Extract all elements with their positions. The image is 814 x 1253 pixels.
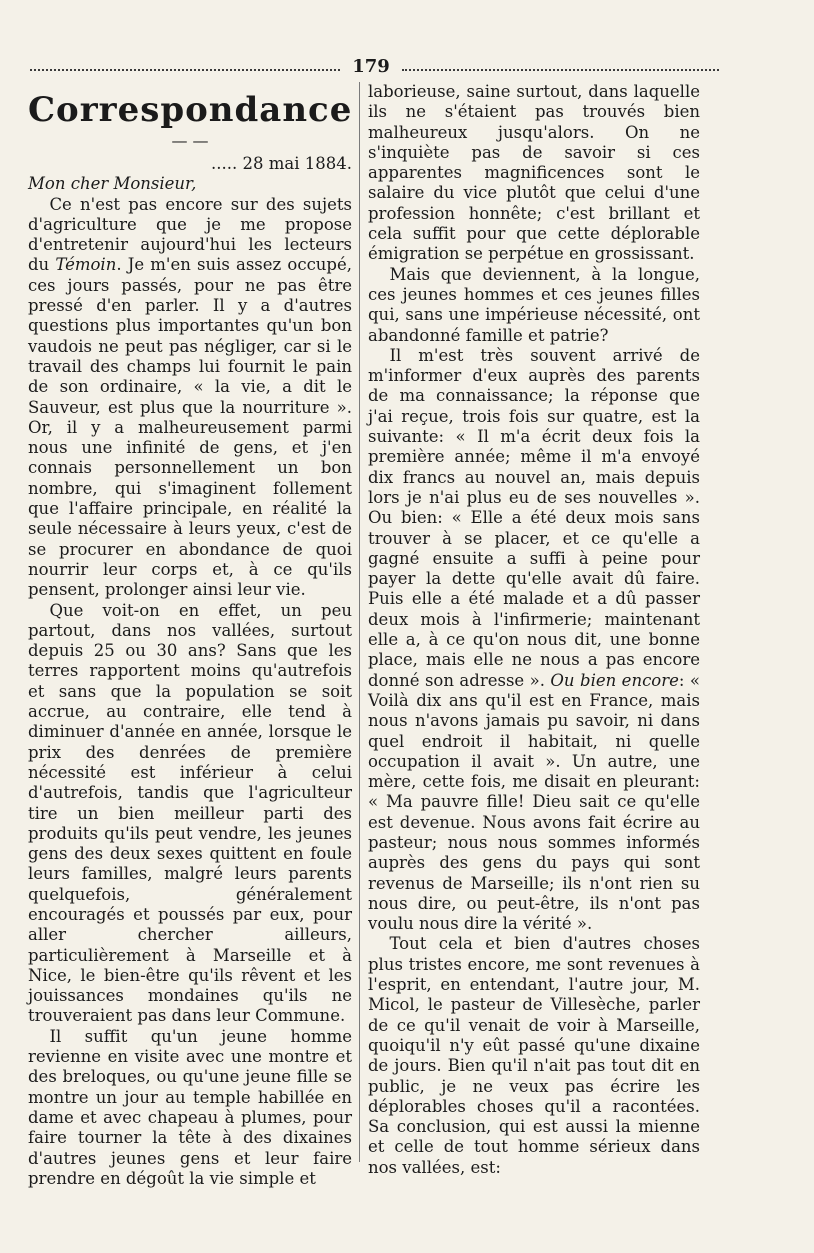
paragraph-5: Mais que deviennent, à la longue, ces jeunes hommes et ces jeunes filles qui, sans une impérieuse nécessité, ont abandonné famille et patrie? [368,264,700,345]
paragraph-7: Tout cela et bien d'autres choses plus tristes encore, me sont revenues à l'esprit, en entendant, l'autre jour, M. Micol, le pasteur de Villesèche, parler de ce qu'il venait de voir à Marseille, quoiqu'il n'y eût passé qu'une dixaine de jours. Bien qu'il n'ait pas tout dit en public, je ne veux pas écrire les déplorables choses qu'il a racontées. Sa conclusion, qui est aussi la mienne et celle de tout homme sérieux dans nos vallées, est: [368,934,700,1177]
header-rule-left [30,69,340,71]
paragraph-6-text-a: Il m'est très souvent arrivé de m'informer d'eux auprès des parents de ma connaissance; la réponse que j'ai reçue, trois fois sur quatre, est la suivante: « Il m'a écrit deux fois la première année; même il m'a envoyé dix francs au nouvel an, mais depuis lors je n'ai plus eu de ses nouvelles ». Ou bien: « Elle a été deux mois sans trouver à se placer, et ce qu'elle a gagné ensuite a suffi à peine pour payer la dette qu'elle avait dû faire. Puis elle a été malade et a dû passer deux mois à l'infirmerie; maintenant elle a, à ce qu'on nous dit, une bonne place, mais elle ne nous a pas encore donné son adresse ». [368,345,700,690]
dateline: ..... 28 mai 1884. [211,154,352,173]
newspaper-name: Témoin [55,255,117,275]
title-rule: — — [171,131,209,150]
paragraph-4: laborieuse, saine surtout, dans laquelle ils ne s'étaient pas trouvés bien malheureux jusqu'alors. On ne s'inquiète pas de savoir si ces apparentes magnificences sont le salaire du vice plutôt que celui d'une profession honnête; c'est brillant et cela suffit pour que cette déplorable émigration se perpétue en grossissant. [368,82,700,264]
paragraph-3: Il suffit qu'un jeune homme revienne en visite avec une montre et des breloques, ou qu'une jeune fille se montre un jour au temple habillée en dame et avec chapeau à plumes, pour faire tourner la tête à des dixaines d'autres jeunes gens et leur faire prendre en dégoût la vie simple et [28,1026,352,1188]
column-divider [359,82,360,1162]
page-number: 179 [352,56,390,77]
paragraph-1-text-b: . Je m'en suis assez occupé, ces jours passés, pour ne pas être pressé d'en parler. Il y a d'autres questions plus importantes qu'un bon vaudois ne peut pas négliger, car si le travail des champs lui fournit le pain de son ordinaire, « la vie, a dit le Sauveur, est plus que la nourriture ». Or, il y a malheureusement parmi nous une infinité de gens, et j'en connais personnellement un bon nombre, qui s'imaginent follement que l'affaire principale, en réalité la seule nécessaire à leurs yeux, c'est de se procurer en abondance de quoi nourrir leur corps et, à ce qu'ils pensent, prolonger ainsi leur vie. [28,255,353,600]
paragraph-2: Que voit-on en effet, un peu partout, dans nos vallées, surtout depuis 25 ou 30 ans? Sans que les terres rapportent moins qu'autrefois et sans que la population se soit accrue, au contraire, elle tend à diminuer d'année en année, lorsque le prix des denrées de première nécessité est inférieur à celui d'autrefois, tandis que l'agriculteur tire un bien meilleur parti des produits qu'ils peut vendre, les jeunes gens des deux sexes quittent en foule leurs familles, malgré leurs parents quelquefois, généralement encouragés et poussés par eux, pour aller chercher ailleurs, particulièrement à Marseille et à Nice, le bien-être qu'ils rêvent et les jouissances mondaines qu'ils ne trouveraient pas dans leur Commune. [28,600,352,1026]
paragraph-1-text-a: Ce n'est pas encore sur des sujets d'agriculture que je me propose d'entretenir aujourd'hui les lecteurs du [28,194,352,275]
column-left [28,80,352,1189]
salutation: Mon cher Monsieur, [28,174,197,194]
page-header [30,56,785,76]
paragraph-1 [28,195,352,601]
paragraph-6 [368,346,700,935]
paragraph-6-emphasis: Ou bien encore [550,670,679,690]
header-rule-right [402,69,719,71]
article-title: Correspondance [28,90,353,130]
column-right [368,82,700,1178]
paragraph-6-text-b: : « Voilà dix ans qu'il est en France, mais nous n'avons jamais pu savoir, ni dans quel endroit il habitait, ni quelle occupation il avait ». Un autre, une mère, cette fois, me disait en pleurant: « Ma pauvre fille! Dieu sait ce qu'elle est devenue. Nous avons fait écrire au pasteur; nous nous sommes informés auprès des gens du pays qui sont revenus de Marseille; ils n'ont rien su nous dire, ou peut-être, ils n'ont pas voulu nous dire la vérité ». [368,670,701,934]
